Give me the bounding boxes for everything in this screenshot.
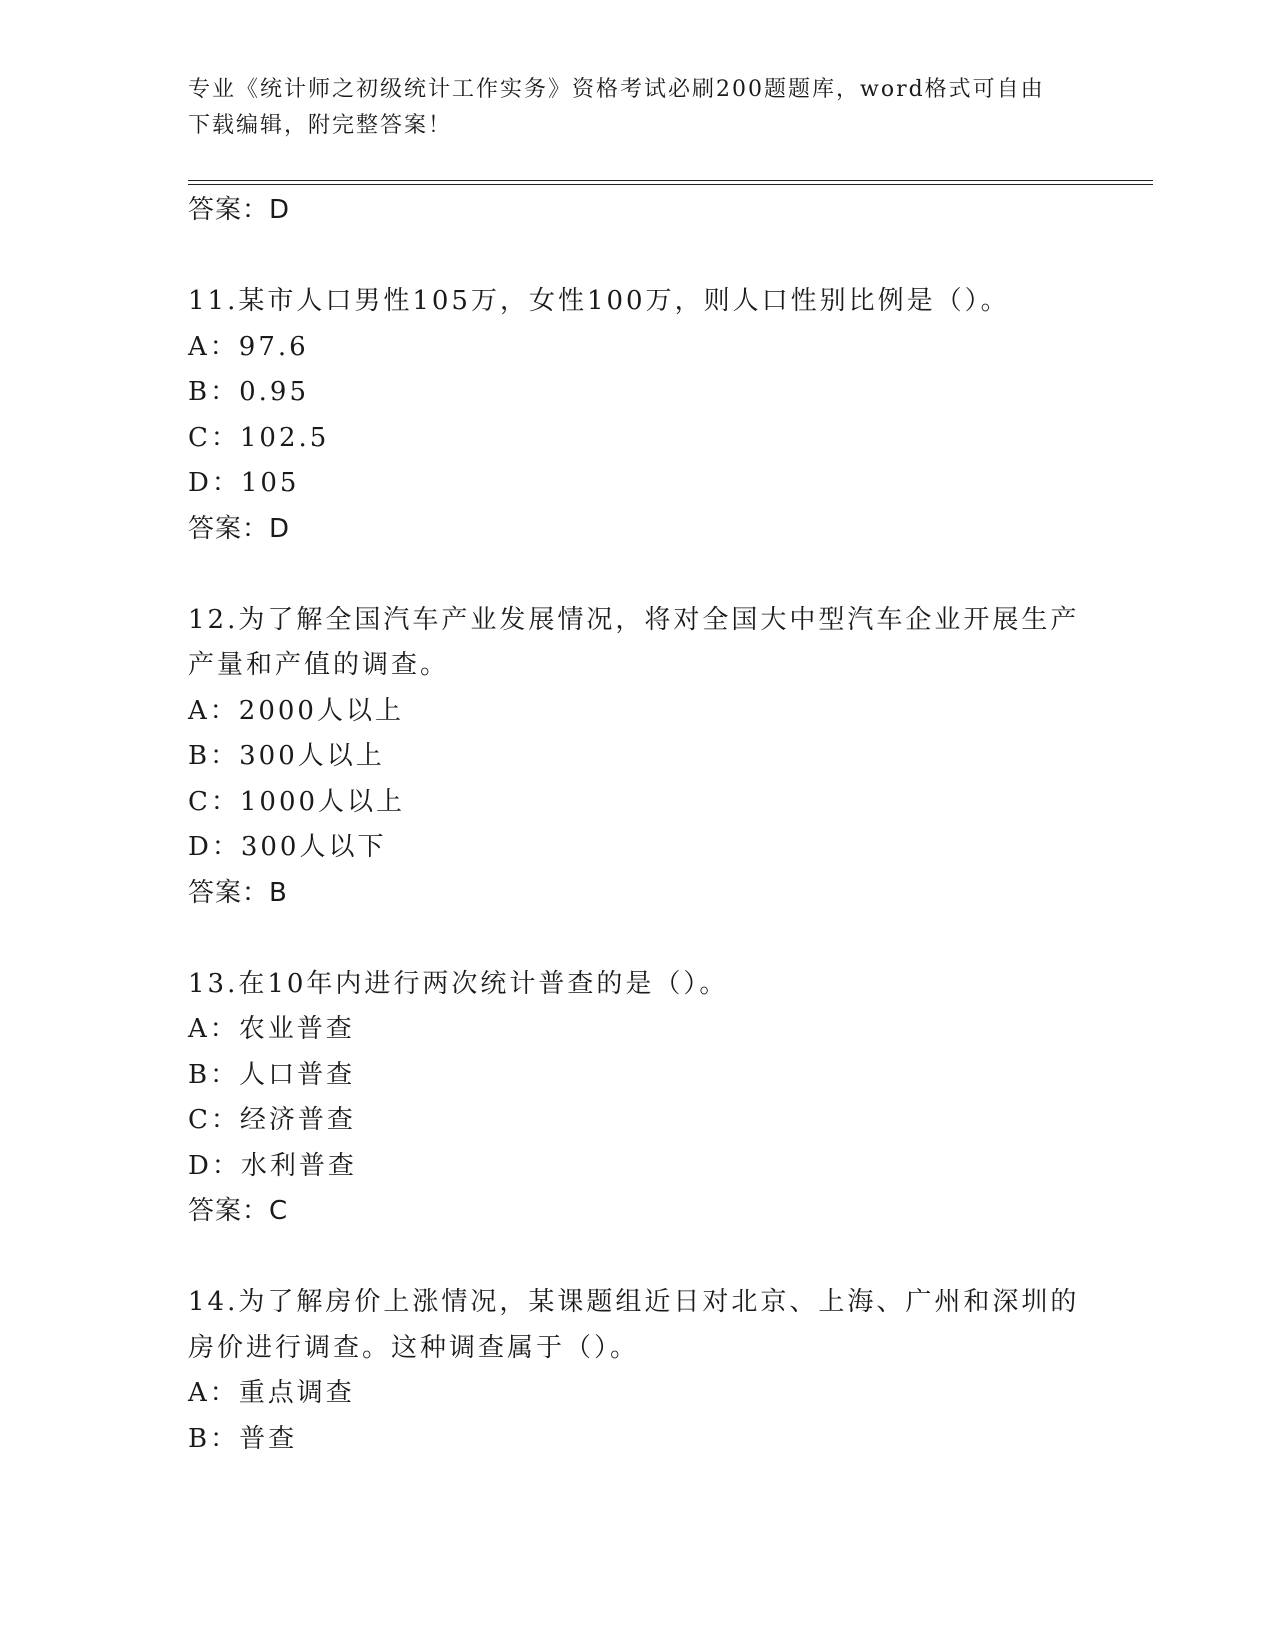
document-header [188,72,1078,144]
option-d: D：水利普查 [188,1150,357,1181]
option-c: C：1000人以上 [188,786,406,817]
question-stem-continued: 房价进行调查。这种调查属于（）。 [188,1332,640,1363]
option-a: A：农业普查 [188,1014,355,1044]
answer-line: 答案：C [188,1196,289,1226]
option-d: D：105 [188,468,300,498]
question-stem-continued: 产量和产值的调查。 [188,650,450,680]
option-a: A：97.6 [188,331,309,362]
header-line-2: 下载编辑，附完整答案！ [188,113,453,138]
question-block [188,598,1088,917]
option-d: D：300人以下 [188,832,387,862]
option-b: B：人口普查 [188,1059,356,1090]
header-divider-bottom [188,184,1153,185]
spacer [188,552,1088,598]
option-c: C：经济普查 [188,1105,356,1135]
question-stem: 11.某市人口男性105万，女性100万，则人口性别比例是（）。 [188,286,1010,316]
header-divider-top [188,180,1153,181]
question-stem: 12.为了解全国汽车产业发展情况，将对全国大中型汽车企业开展生产 [188,604,1080,635]
question-block [188,279,1088,552]
option-b: B：普查 [188,1423,298,1454]
question-stem: 14.为了解房价上涨情况，某课题组近日对北京、上海、广州和深圳的 [188,1287,1080,1317]
question-list [188,188,1088,1462]
answer-line: 答案：B [188,877,288,908]
answer-line: 答案：D [188,513,291,544]
option-a: A：2000人以上 [188,695,404,726]
option-a: A：重点调查 [188,1378,355,1408]
option-c: C：102.5 [188,422,330,453]
question-block [188,962,1088,1235]
spacer [188,234,1088,280]
answer-line: 答案：D [188,195,291,225]
option-b: B：0.95 [188,377,309,407]
question-block [188,1280,1088,1462]
question-stem: 13.在10年内进行两次统计普查的是（）。 [188,968,729,999]
spacer [188,916,1088,962]
header-line-1: 专业《统计师之初级统计工作实务》资格考试必刷200题题库，word格式可自由 [188,77,1045,102]
spacer [188,1235,1088,1281]
option-b: B：300人以上 [188,741,385,771]
